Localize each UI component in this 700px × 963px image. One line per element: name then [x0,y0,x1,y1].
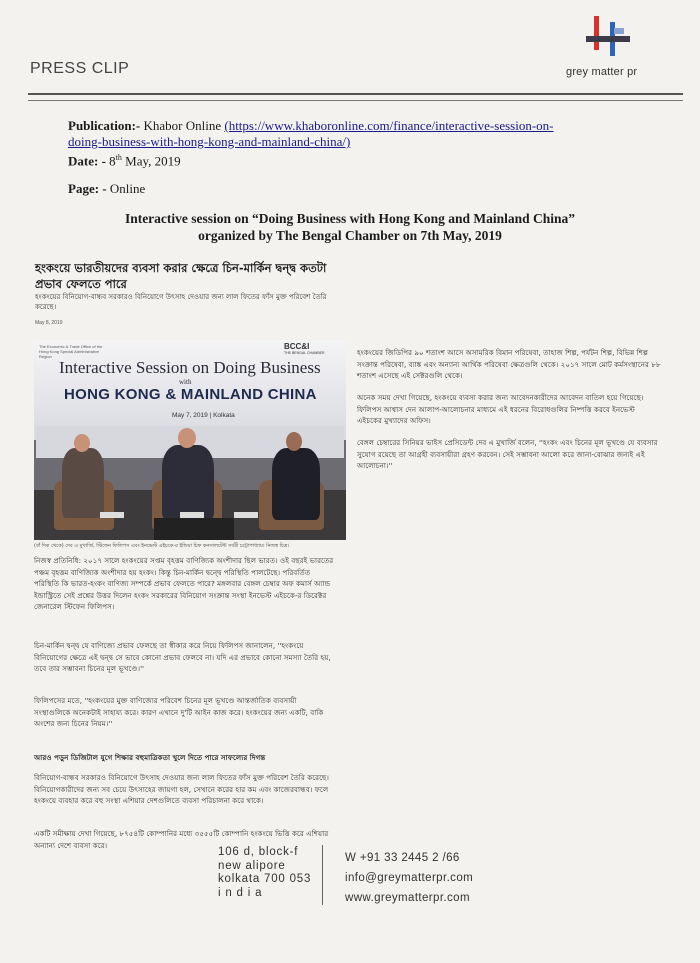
footer-email[interactable]: info@greymatterpr.com [345,872,474,884]
article-paragraph: চিন-মার্কিন দ্বন্দ্ব যে বাণিজ্যে প্রভাব ফেলছে তা স্বীকার করে নিয়ে ফিলিপস জানালেন, ''হংকংয়ে বিনিয়োগের ক্ষেত্রে এই দ্বন্দ্ব সে ভাবে কোনো প্রভাব ফেলবে না। যদি এর প্রভাবে কোনো সমস্যা তৈরি হয়, তবে তার সম্ভাবনা চিনের মূল ভূখণ্ডে।'' [34,641,331,673]
article-link-cont[interactable]: doing-business-with-hong-kong-and-mainland-china/) [68,134,351,149]
nameplate [234,512,258,518]
banner-date: May 7, 2019 | Kolkata [172,412,235,419]
address-line: 106 d, block-f [218,846,299,858]
publication-label: Publication:- [68,118,141,133]
article-paragraph: নিজস্ব প্রতিনিধি: ২০১৭ সালে হংকংয়ের সপ্তম বৃহত্তম বাণিজ্যিক অংশীদার ছিল ভারত। ওই বছরই ভারতের পঞ্চম বৃহত্তম বাণিজ্যিক অংশীদার হয় হংকং। কিন্তু চিন-মার্কিন দ্বন্দ্বে পরিস্থিতি পালটেছে। পরিবর্তিত পরিস্থিতি কি ভারত-হংকং বাণিজ্য সম্পর্কে প্রভাব ফেলতে পারে? মঙ্গলবার বেঙ্গল চেম্বার অফ কমার্স অ্যান্ড ইন্ডাস্ট্রিতে সেই প্রশ্নের উত্তর দিলেন হংকং সরকারের বিনিয়োগ সংক্রান্ত সংস্থা ইনভেস্ট এইচকে-র ডিরেক্টর জেনারেল স্টিফেন ফিলিপস। [34,556,334,611]
footer-phone: W +91 33 2445 2 /66 [345,852,460,864]
footer-website[interactable]: www.greymatterpr.com [345,892,470,904]
address-line: kolkata 700 053 [218,873,312,885]
logo-wordmark: grey matter pr [566,66,638,78]
page-label: Page: - [68,181,107,196]
article-paragraph: বেঙ্গল চেম্বারের সিনিয়র ভাইস প্রেসিডেন্ট দেব এ মুখার্জি বলেন, ''হংকং এবং চিনের মূল ভূখণ্ডে যে ব্যবসার সুযোগ রয়েছে তা আগ্রহী ব্যবসায়ীরা গ্রহণ করবেন। সেই সম্ভাবনা আলো করে জানা-বোঝার জন্যই এই আলোচনা।'' [357,438,658,470]
footer-contact [345,848,473,908]
grey-matter-logo-icon [580,10,640,60]
read-more-link[interactable]: আরও পড়ুন ডিজিটাল যুগে শিক্ষার বহুমাত্রিকতা খুলে দিতে পারে সাফল্যের দিগন্ত [34,753,266,762]
page-title: PRESS CLIP [30,60,130,77]
hketo-logo: The Economic & Trade Office of the Hong Kong Special Administrative Region [39,344,103,359]
stage-table [154,518,234,540]
speaker-center [162,445,214,520]
article-paragraph: বিনিয়োগ-বান্ধব সরকারও বিনিয়োগে উৎসাহ দেওয়ার জন্য লাল ফিতের ফাঁস মুক্ত পরিবেশ তৈরি করেছে। বিনিয়োগকারীদের জন্য সব চেয়ে উৎসাহের জায়গা হল, সেখানে করের হার কম এবং কাজেরবান্ধব। ফলে হংকংয়ে ব্যবহার করে বহু সংস্থা এশিয়ার দেশগুলিতে ব্যবসা পরিচালনা করে থাকে। [34,773,329,805]
speaker-right [272,448,320,520]
article-subtitle: হংকংয়ের বিনিয়োগ-বান্ধব সরকারও বিনিয়োগে উৎসাহ দেওয়ার জন্য লাল ফিতের ফাঁস মুক্ত পরিবেশ তৈরি করেছে। [35,293,327,311]
headline-line1: Interactive session on “Doing Business with Hong Kong and Mainland China” [124,211,576,226]
article-link[interactable]: (https://www.khaboronline.com/finance/interactive-session-on- [224,118,554,133]
header-rule [28,93,683,95]
photo-caption: (বাঁ দিক থেকে) দেব এ মুখার্জি, স্টিফেন ফিলিপস এবং ইনভেস্ট এইচকে-র ইন্ডিয়া চিফ কনসালটেন্ট সর্বরী চট্টোপাধ্যায়। নিজস্ব চিত্র। [34,543,290,549]
article-paragraph: হংকংয়ের জিডিপির ৯০ শতাংশ আসে অসামরিক বিমান পরিষেবা, তাহাজ শিল্প, পর্যটন শিল্প, বিভিন্ন শিল্প সংক্রান্ত পরিষেবা, ব্যাঙ্ক এবং অন্যান্য আর্থিক পরিষেবা ক্ষেত্রগুলি থেকে। ২০১৭ সালে মোট কর্মসংস্থানের ৮৮ শতাংশ এসেছে এই সেক্টরগুলি থেকে। [357,348,661,380]
article-paragraph: অনেক সময় দেখা গিয়েছে, হংকংয়ে ব্যবসা করার জন্য আবেদনকারীদের আবেদন বাতিল হয়ে গিয়েছে। ফিলিপস আশ্বাস দেন আলাপ-আলোচনার মাধ্যমে এই ধরনের বিরোধগুলির নিষ্পত্তি করবে ইনভেস্ট এইচকের মুখ্যাদের অফিস। [357,393,644,425]
speaker-center-head [178,428,196,448]
speaker-right-head [286,432,302,451]
speaker-left-head [74,434,90,452]
article-date: May 8, 2019 [35,320,63,326]
speaker-left [62,448,104,518]
event-banner [34,340,346,440]
bcci-logo-sub: THE BENGAL CHAMBER [284,351,325,355]
page-line [68,181,628,197]
date-rest: May, 2019 [125,153,181,169]
publication-name: Khabor Online [143,118,222,133]
nameplate [100,512,124,518]
nameplate [180,512,204,518]
event-photo [34,340,346,540]
header-rule-thin [28,100,683,101]
banner-subtitle: HONG KONG & MAINLAND CHINA [64,386,317,403]
article-paragraph: একটি সমীক্ষায় দেখা গিয়েছে, ৮৭৫৪টি কোম্পানির মধ্যে ৩৫৫৫টি কোম্পানি হংকংয়ে ভিত্তি করে এশিয়ার অন্যান্য দেশে ব্যবসা করে। [34,829,329,850]
date-suffix: th [115,153,122,162]
headline-line2: organized by The Bengal Chamber on 7th May, 2019 [198,228,502,243]
banner-title: Interactive Session on Doing Business [59,358,321,377]
address-line: i n d i a [218,886,263,899]
footer-divider [322,845,323,905]
footer-address [218,846,311,900]
date-line [68,150,628,169]
article-paragraph: ফিলিপসের মতে, ''হংকংয়ের মুক্ত বাণিজ্যের পরিবেশ চিনের মূল ভূখণ্ডে আন্তর্জাতিক ব্যবসায়ী সংস্থাগুলিকে অনেকটাই সাহায্য করে। কারণ এখানে দু'টি আইন কাজ করে। হংকংয়ের জন্য একটি, বাকি অংশের জন্য চিনের নিয়ম।'' [34,696,324,728]
bcci-logo-text: BCC&I [284,342,310,351]
banner-with: with [179,378,192,386]
publication-line [68,118,628,150]
date-label: Date: - [68,153,106,169]
page-value: Online [109,181,146,196]
address-line: new alipore [218,859,286,872]
article-title: হংকংয়ে ভারতীয়দের ব্যবসা করার ক্ষেত্রে চিন-মার্কিন দ্বন্দ্ব কতটা প্রভাব ফেলতে পারে [35,261,327,291]
bcci-logo [284,342,325,355]
date-day: 8 [109,153,116,169]
